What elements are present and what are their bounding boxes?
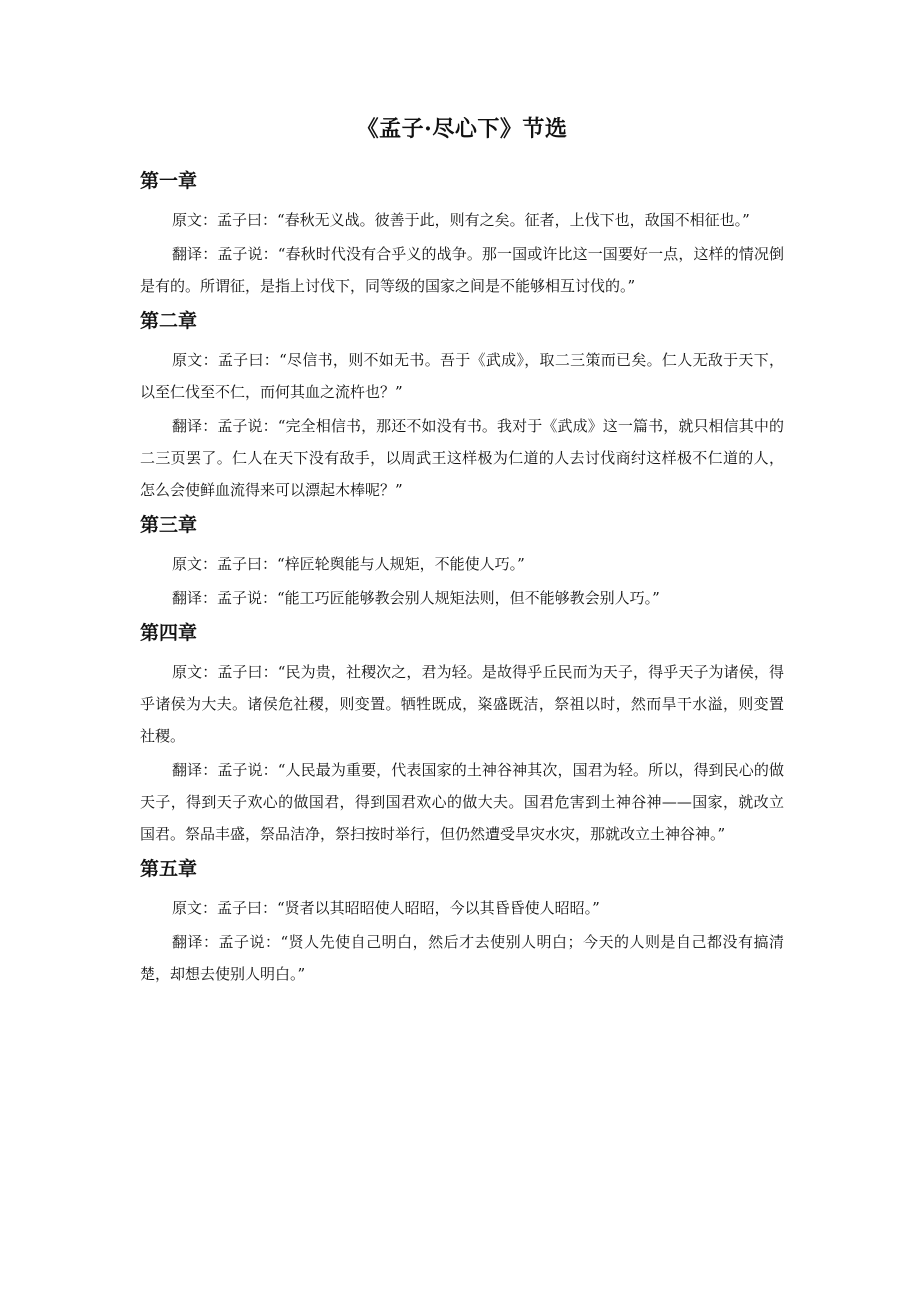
chapter-3 bbox=[140, 508, 784, 614]
translation-text: 翻译：孟子说：“贤人先使自己明白，然后才去使别人明白；今天的人则是自己都没有搞清楚，却想去使别人明白。” bbox=[140, 933, 784, 983]
chapter-1 bbox=[140, 164, 784, 302]
chapter-heading: 第二章 bbox=[140, 310, 198, 332]
translation-text: 翻译：孟子说：“春秋时代没有合乎义的战争。那一国或许比这一国要好一点，这样的情况倒是有的。所谓征，是指上讨伐下，同等级的国家之间是不能够相互讨伐的。” bbox=[140, 245, 784, 295]
document-title: 《孟子·尽心下》节选 bbox=[356, 116, 568, 142]
original-text: 原文：孟子曰：“春秋无义战。彼善于此，则有之矣。征者，上伐下也，敌国不相征也。” bbox=[172, 211, 750, 229]
chapter-2 bbox=[140, 304, 784, 506]
translation-text: 翻译：孟子说：“能工巧匠能够教会别人规矩法则，但不能够教会别人巧。” bbox=[172, 589, 660, 607]
chapter-heading: 第四章 bbox=[140, 622, 198, 644]
original-text: 原文：孟子曰：“贤者以其昭昭使人昭昭，今以其昏昏使人昭昭。” bbox=[172, 899, 600, 917]
original-text: 原文：孟子曰：“梓匠轮舆能与人规矩，不能使人巧。” bbox=[172, 555, 525, 573]
chapter-heading: 第一章 bbox=[140, 170, 198, 192]
original-text: 原文：孟子曰：“民为贵，社稷次之，君为轻。是故得乎丘民而为天子，得乎天子为诸侯，得乎诸侯为大夫。诸侯危社稷，则变置。牺牲既成，粢盛既洁，祭祖以时，然而旱干水溢，则变置社稷。 bbox=[140, 663, 784, 745]
chapter-heading: 第五章 bbox=[140, 858, 198, 880]
chapter-heading: 第三章 bbox=[140, 514, 198, 536]
translation-text: 翻译：孟子说：“完全相信书，那还不如没有书。我对于《武成》这一篇书，就只相信其中的二三页罢了。仁人在天下没有敌手，以周武王这样极为仁道的人去讨伐商纣这样极不仁道的人，怎么会使鲜血流得来可以漂起木棒呢？” bbox=[140, 417, 784, 499]
chapter-4 bbox=[140, 616, 784, 850]
translation-text: 翻译：孟子说：“人民最为重要，代表国家的土神谷神其次，国君为轻。所以，得到民心的做天子，得到天子欢心的做国君，得到国君欢心的做大夫。国君危害到土神谷神——国家，就改立国君。祭品丰盛，祭品洁净，祭扫按时举行，但仍然遭受旱灾水灾，那就改立土神谷神。” bbox=[140, 761, 784, 843]
document-page bbox=[140, 112, 784, 992]
chapter-5 bbox=[140, 852, 784, 990]
original-text: 原文：孟子曰：“尽信书，则不如无书。吾于《武成》，取二三策而已矣。仁人无敌于天下，以至仁伐至不仁，而何其血之流杵也？” bbox=[140, 351, 784, 401]
